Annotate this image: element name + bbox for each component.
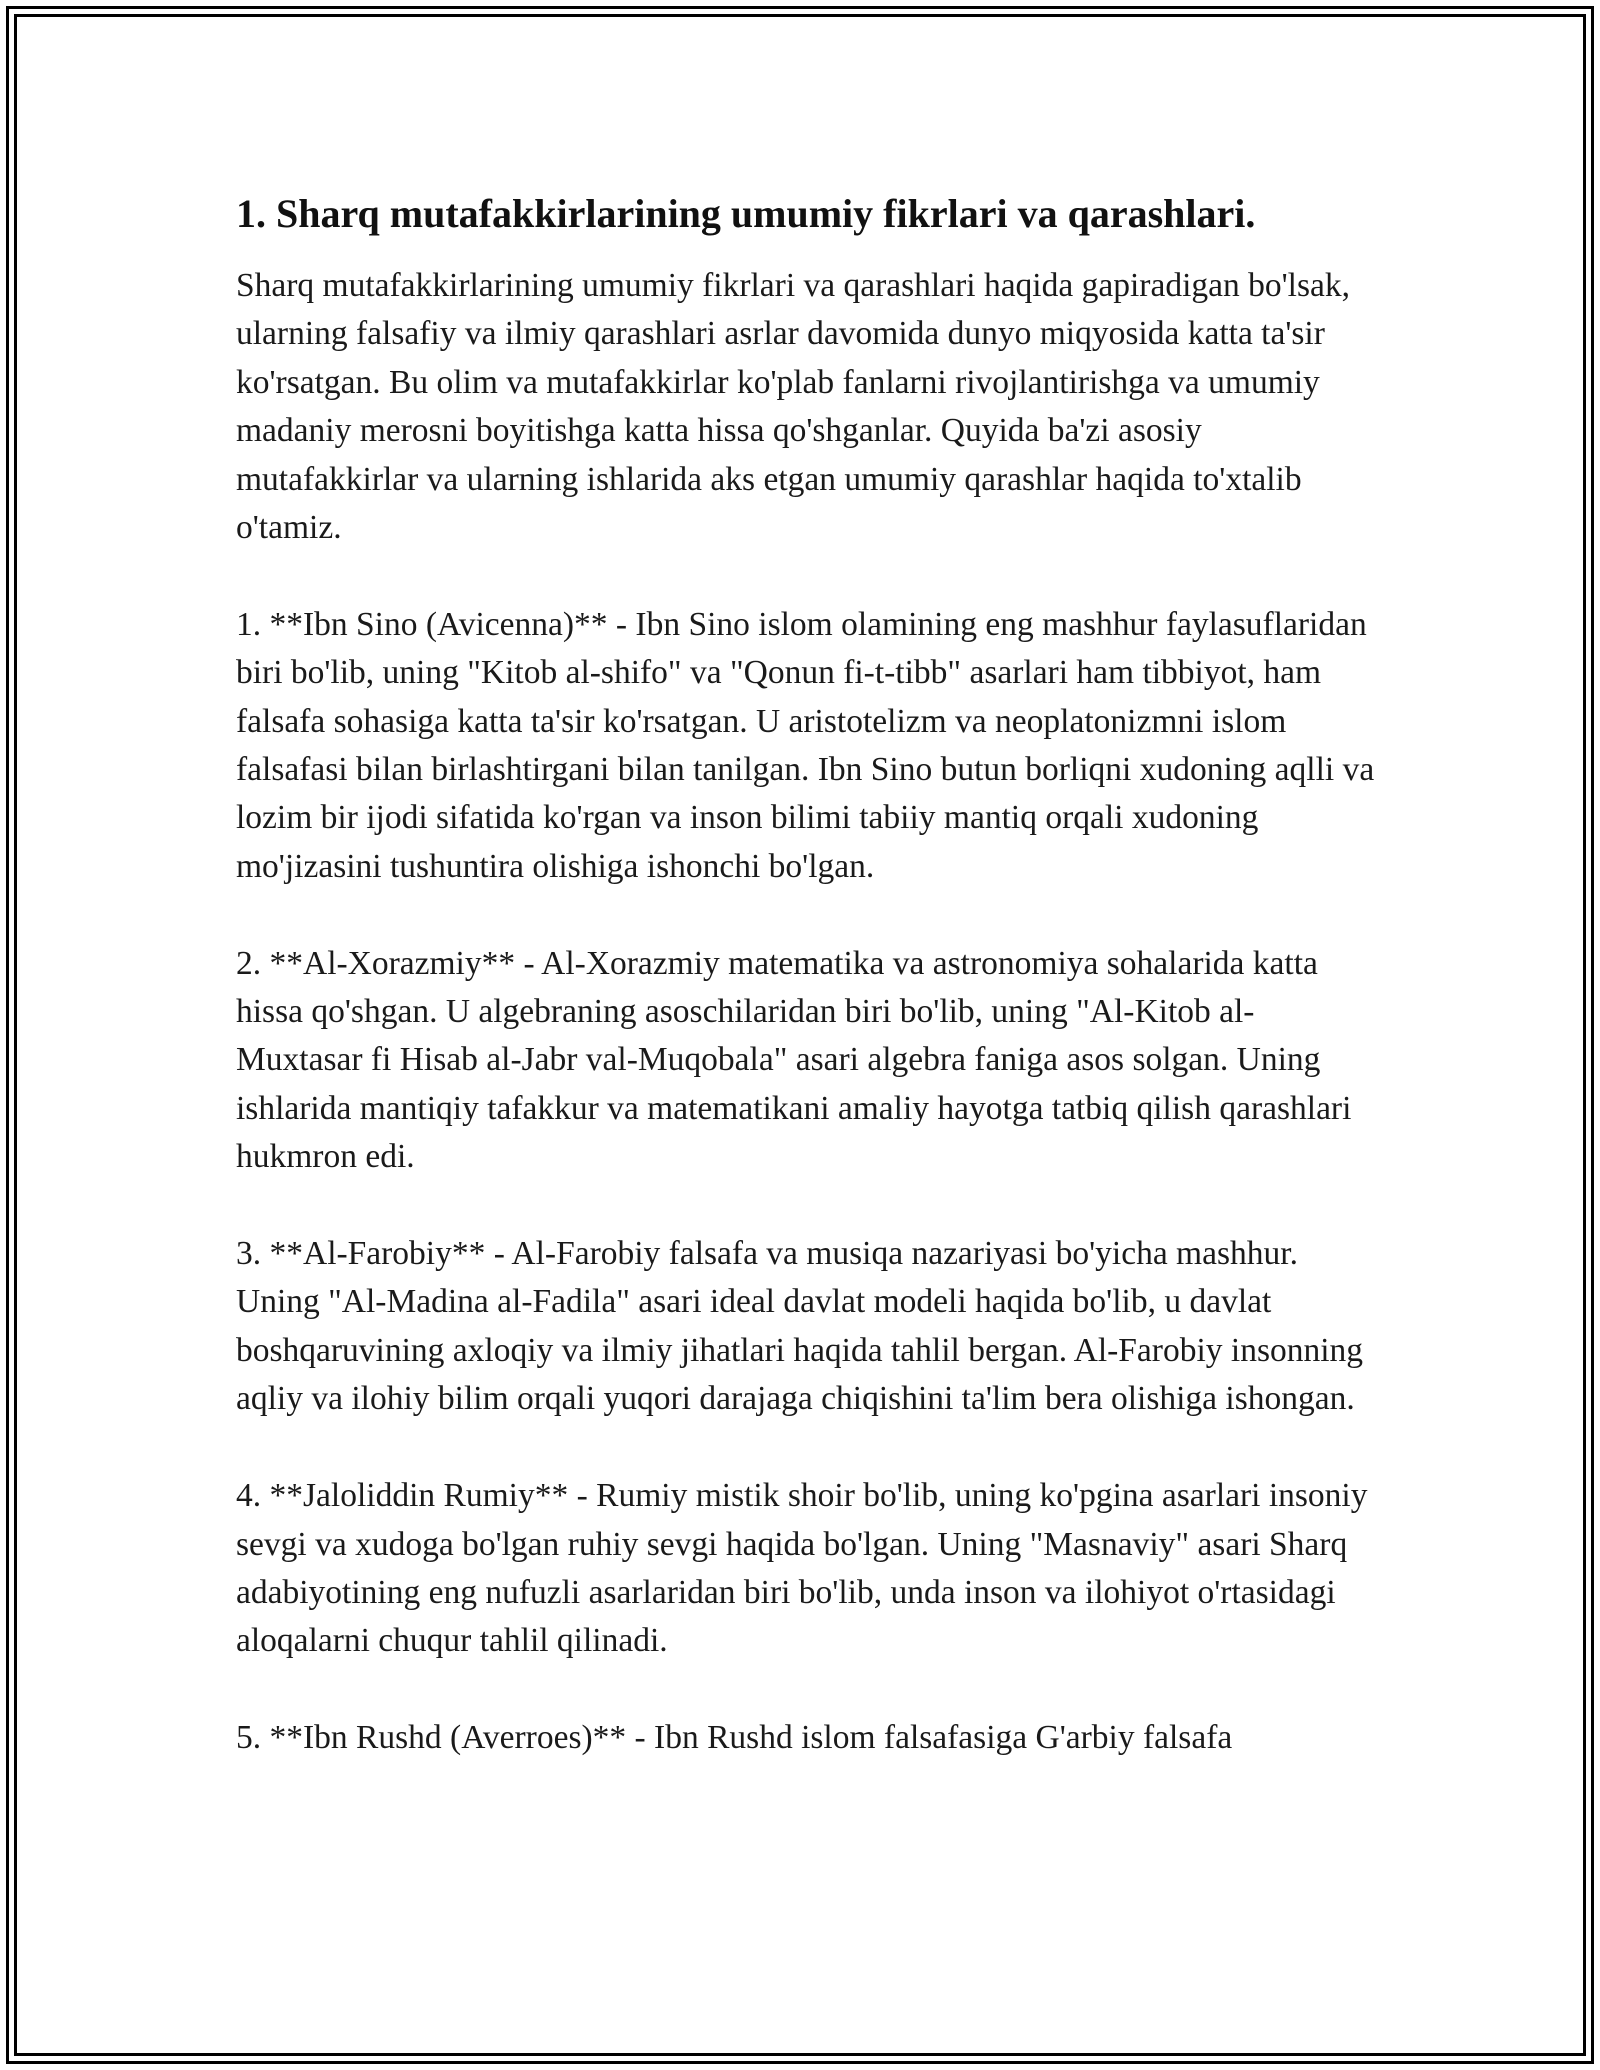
ibn-rushd-paragraph: 5. **Ibn Rushd (Averroes)** - Ibn Rushd islom falsafasiga G'arbiy falsafa [236,1719,1233,1757]
ibn-sino-paragraph: 1. **Ibn Sino (Avicenna)** - Ibn Sino islom olamining eng mashhur faylasuflaridan biri bo'lib, uning "Kitob al-shifo" va "Qonun fi-t-tibb" asarlari ham tibbiyot, ham falsafa sohasiga katta ta'sir ko'rsatgan. U aristotelizm va neoplatonizmni islom falsafasi bilan birlashtirgani bilan tanilgan. Ibn Sino butun borliqni xudoning aqlli va lozim bir ijodi sifatida ko'rgan va inson bilimi tabiiy mantiq orqali xudoning mo'jizasini tushuntira olishiga ishonchi bo'lgan. [236,605,1375,885]
al-farobiy-paragraph: 3. **Al-Farobiy** - Al-Farobiy falsafa va musiqa nazariyasi bo'yicha mashhur. Uning "Al-Madina al-Fadila" asari ideal davlat modeli haqida bo'lib, u davlat boshqaruvining axloqiy va ilmiy jihatlari haqida tahlil bergan. Al-Farobiy insonning aqliy va ilohiy bilim orqali yuqori darajaga chiqishini ta'lim bera olishiga ishongan. [236,1235,1364,1418]
document-page [236,186,1376,1811]
al-xorazmiy-paragraph: 2. **Al-Xorazmiy** - Al-Xorazmiy matematika va astronomiya sohalarida katta hissa qo'shgan. U algebraning asoschilaridan biri bo'lib, uning "Al-Kitob al-Muxtasar fi Hisab al-Jabr val-Muqobala" asari algebra faniga asos solgan. Uning ishlarida mantiqiy tafakkur va matematikani amaliy hayotga tatbiq qilish qarashlari hukmron edi. [236,944,1352,1176]
rumiy-paragraph: 4. **Jaloliddin Rumiy** - Rumiy mistik shoir bo'lib, uning ko'pgina asarlari insoniy sevgi va xudoga bo'lgan ruhiy sevgi haqida bo'lgan. Uning "Masnaviy" asari Sharq adabiyotining eng nufuzli asarlaridan biri bo'lib, unda inson va ilohiyot o'rtasidagi aloqalarni chuqur tahlil qilinadi. [236,1477,1368,1660]
section-heading: 1. Sharq mutafakkirlarining umumiy fikrlari va qarashlari. [236,191,1256,236]
intro-paragraph: Sharq mutafakkirlarining umumiy fikrlari va qarashlari haqida gapiradigan bo'lsak, ularning falsafiy va ilmiy qarashlari asrlar davomida dunyo miqyosida katta ta'sir ko'rsatgan. Bu olim va mutafakkirlar ko'plab fanlarni rivojlantirishga va umumiy madaniy merosni boyitishga katta hissa qo'shganlar. Quyida ba'zi asosiy mutafakkirlar va ularning ishlarida aks etgan umumiy qarashlar haqida to'xtalib o'tamiz. [236,267,1350,547]
